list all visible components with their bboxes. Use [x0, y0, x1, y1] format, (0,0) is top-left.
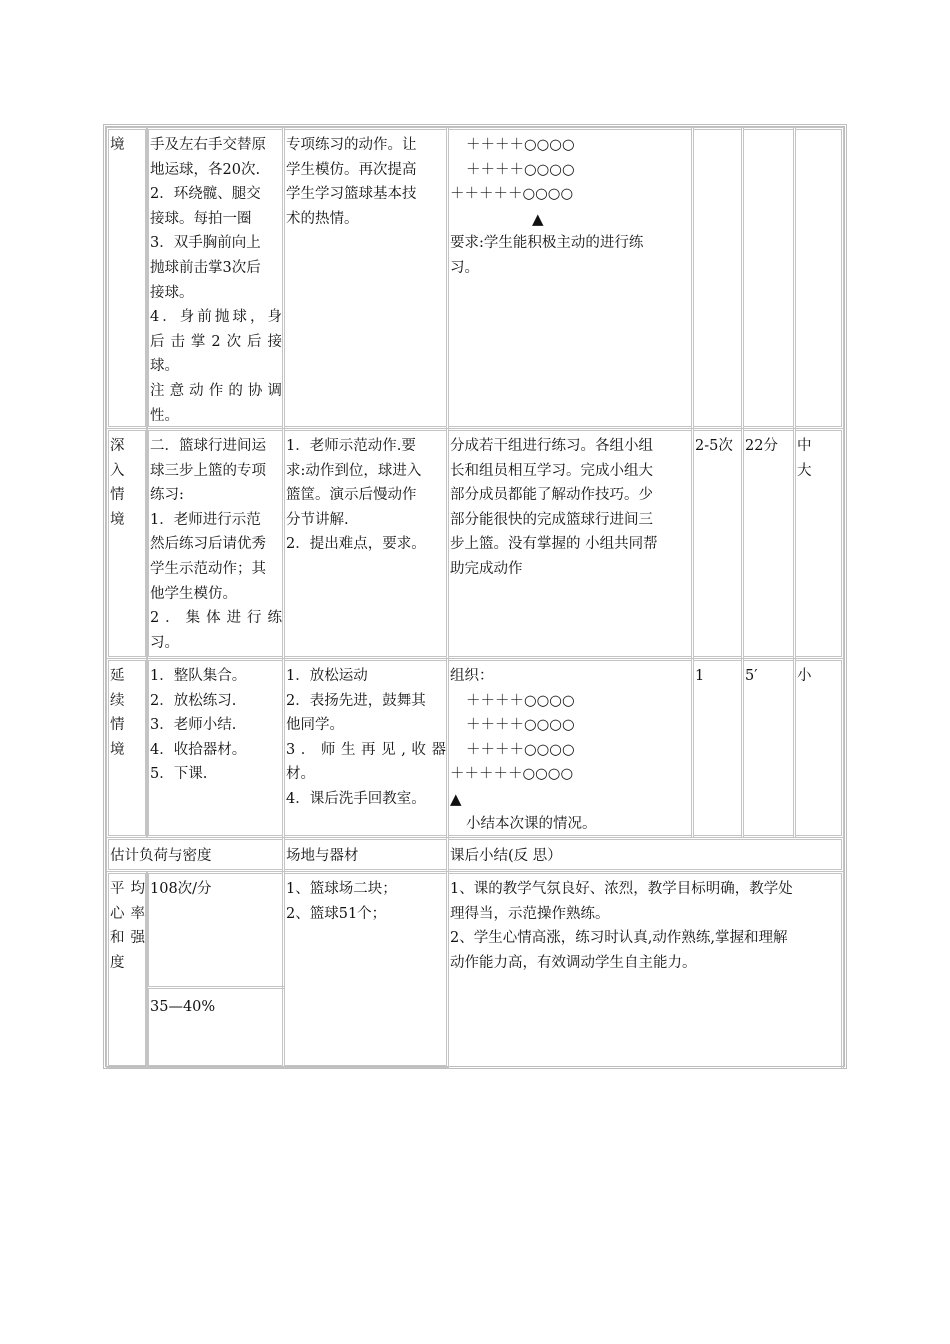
- row1-method-line: 专项练习的动作。让: [286, 137, 417, 153]
- row1-method-line: 学生模仿。再次提高: [286, 161, 417, 178]
- reflection-line: 动作能力高，有效调动学生自主能力。: [450, 954, 697, 971]
- row3-method-line: 4．课后洗手回教室。: [286, 790, 426, 807]
- row3-content-line: 5．下课.: [150, 766, 208, 783]
- row2-stage-cell: [106, 428, 148, 659]
- row2-method-cell: [282, 428, 449, 659]
- row1-load-cell: [793, 127, 844, 429]
- row1-organization-cell: [446, 127, 694, 429]
- row3-stage-char: 续: [110, 692, 125, 709]
- density-cell: [146, 986, 285, 1068]
- row2-organization-line: 长和组员相互学习。完成小组大: [450, 462, 653, 479]
- row3-method-line: 材。: [286, 766, 315, 783]
- row3-stage-char: 延: [110, 668, 125, 684]
- row1-method-line: 学生学习篮球基本技: [286, 186, 417, 203]
- load-density-header: 估计负荷与密度: [110, 848, 212, 864]
- formation-line: ＋＋＋＋＋○○○○: [450, 766, 574, 783]
- row2-organization-cell: [446, 428, 694, 659]
- formation-line: ＋＋＋＋○○○○: [466, 717, 575, 734]
- row1-method-line: 术的热情。: [286, 210, 359, 227]
- row3-content-line: 3．老师小结.: [150, 717, 237, 734]
- row2-method-line: 求:动作到位，球进入: [286, 462, 422, 479]
- row3-load: 小: [797, 668, 812, 684]
- row3-method-line: 2．表扬先进，鼓舞其: [286, 692, 426, 709]
- row1-content-line: 手及左右手交替原: [150, 137, 266, 153]
- row2-organization-line: 部分成员都能了解动作技巧。少: [450, 487, 653, 504]
- heart-rate-value: 108次/分: [150, 881, 212, 897]
- row2-content-line: 二．篮球行进间运: [150, 438, 266, 454]
- heart-rate-label-line: 度: [110, 954, 125, 971]
- teacher-triangle-icon: ▲: [532, 209, 544, 228]
- row2-load-cell: [793, 428, 844, 659]
- row3-method-line: 3．师生再见,收器: [286, 741, 446, 758]
- row1-content-line: 3．双手胸前向上: [150, 235, 261, 252]
- row2-content-line: 习。: [150, 634, 179, 651]
- row2-method-line: 1．老师示范动作.要: [286, 438, 416, 454]
- venue-header-cell: [282, 837, 449, 872]
- heart-rate-label-cell: [106, 871, 148, 1068]
- row2-method-line: 分节讲解.: [286, 511, 349, 528]
- row2-stage-char: 境: [110, 511, 125, 528]
- row3-stage-char: 情: [110, 717, 125, 734]
- row2-load-char: 中: [797, 438, 812, 454]
- reflection-header-cell: [446, 837, 844, 872]
- heart-rate-cell: [146, 871, 285, 989]
- row3-content-cell: [146, 658, 285, 838]
- row3-count-cell: [691, 658, 744, 838]
- venue-header: 场地与器材: [286, 848, 359, 864]
- row3-content-line: 4．收拾器材。: [150, 741, 247, 758]
- venue-line: 1、篮球场二块；: [286, 881, 397, 897]
- row3-time-cell: [741, 658, 796, 838]
- row2-method-line: 篮筐。演示后慢动作: [286, 487, 417, 504]
- row2-time: 22分: [745, 438, 778, 454]
- formation-line: ＋＋＋＋○○○○: [466, 137, 575, 153]
- row1-content-line: 2．环绕髋、腿交: [150, 186, 261, 203]
- row1-requirement: 习。: [450, 259, 479, 276]
- formation-line: ＋＋＋＋○○○○: [466, 741, 575, 758]
- heart-rate-label-line: 平均: [110, 881, 145, 897]
- venue-cell: [282, 871, 449, 1068]
- row1-content-line: 接球。每拍一圈: [150, 210, 252, 227]
- row2-load-char: 大: [797, 462, 812, 479]
- row2-content-line: 练习:: [150, 487, 184, 504]
- formation-line: ＋＋＋＋○○○○: [466, 161, 575, 178]
- row1-content-line: 性。: [150, 407, 179, 424]
- venue-line: 2、篮球51个；: [286, 905, 387, 922]
- row2-method-line: 2．提出难点，要求。: [286, 536, 426, 553]
- row2-content-line: 1．老师进行示范: [150, 511, 261, 528]
- row2-organization-line: 分成若干组进行练习。各组小组: [450, 438, 653, 454]
- row3-stage-char: 境: [110, 741, 125, 758]
- row2-content-line: 球三步上篮的专项: [150, 462, 266, 479]
- reflection-line: 2、学生心情高涨，练习时认真,动作熟练,掌握和理解: [450, 930, 788, 947]
- row2-organization-line: 助完成动作: [450, 560, 523, 577]
- reflection-line: 1、课的教学气氛良好、浓烈，教学目标明确，教学处: [450, 881, 793, 897]
- row2-content-line: 他学生模仿。: [150, 585, 237, 602]
- row3-summary-note: 小结本次课的情况。: [466, 815, 597, 832]
- formation-line: ＋＋＋＋○○○○: [466, 692, 575, 709]
- row2-content-line: 2．集体进行练: [150, 610, 282, 627]
- row1-method-cell: [282, 127, 449, 429]
- row1-count-cell: [691, 127, 744, 429]
- row2-content-cell: [146, 428, 285, 659]
- row2-content-line: 学生示范动作；其: [150, 560, 266, 577]
- row2-organization-line: 步上篮。没有掌握的 小组共同帮: [450, 536, 658, 553]
- row2-count-cell: [691, 428, 744, 659]
- reflection-cell: [446, 871, 844, 1068]
- row1-content-line: 4．身前抛球，身: [150, 309, 282, 326]
- row1-stage-cell: [106, 127, 148, 429]
- row1-content-line: 球。: [150, 358, 179, 375]
- teacher-triangle-icon: ▲: [450, 789, 462, 808]
- row1-content-cell: [146, 127, 285, 429]
- row3-load-cell: [793, 658, 844, 838]
- row2-time-cell: [741, 428, 796, 659]
- row3-organization-cell: [446, 658, 694, 838]
- heart-rate-label-line: 和强: [110, 930, 145, 947]
- row3-stage-cell: [106, 658, 148, 838]
- row1-content-line: 后击掌2次后接: [150, 333, 282, 350]
- row3-method-cell: [282, 658, 449, 838]
- row3-content-line: 1．整队集合。: [150, 668, 247, 684]
- row3-method-line: 他同学。: [286, 717, 344, 734]
- row1-content-line: 地运球，各20次.: [150, 161, 261, 178]
- heart-rate-label-line: 心率: [110, 905, 145, 922]
- load-density-header-cell: [106, 837, 285, 872]
- row3-time: 5′: [745, 668, 758, 684]
- row2-stage-char: 情: [110, 487, 125, 504]
- row1-stage: 境: [110, 137, 125, 153]
- reflection-header: 课后小结(反 思）: [450, 848, 562, 864]
- row1-content-line: 抛球前击掌3次后: [150, 259, 261, 276]
- row1-requirement: 要求:学生能积极主动的进行练: [450, 235, 644, 252]
- row3-organization-label: 组织：: [450, 668, 494, 684]
- formation-line: ＋＋＋＋＋○○○○: [450, 186, 574, 203]
- reflection-line: 理得当，示范操作熟练。: [450, 905, 610, 922]
- row3-method-line: 1．放松运动: [286, 668, 368, 684]
- row1-content-line: 接球。: [150, 284, 194, 301]
- row1-content-line: 注意动作的协调: [150, 382, 282, 399]
- row2-content-line: 然后练习后请优秀: [150, 536, 266, 553]
- row3-count: 1: [695, 668, 705, 684]
- row2-count: 2-5次: [695, 438, 733, 454]
- row2-stage-char: 入: [110, 462, 125, 479]
- row3-content-line: 2．放松练习.: [150, 692, 237, 709]
- density-value: 35—40%: [150, 999, 216, 1015]
- row2-stage-char: 深: [110, 438, 125, 454]
- row2-organization-line: 部分能很快的完成篮球行进间三: [450, 511, 653, 528]
- row1-time-cell: [741, 127, 796, 429]
